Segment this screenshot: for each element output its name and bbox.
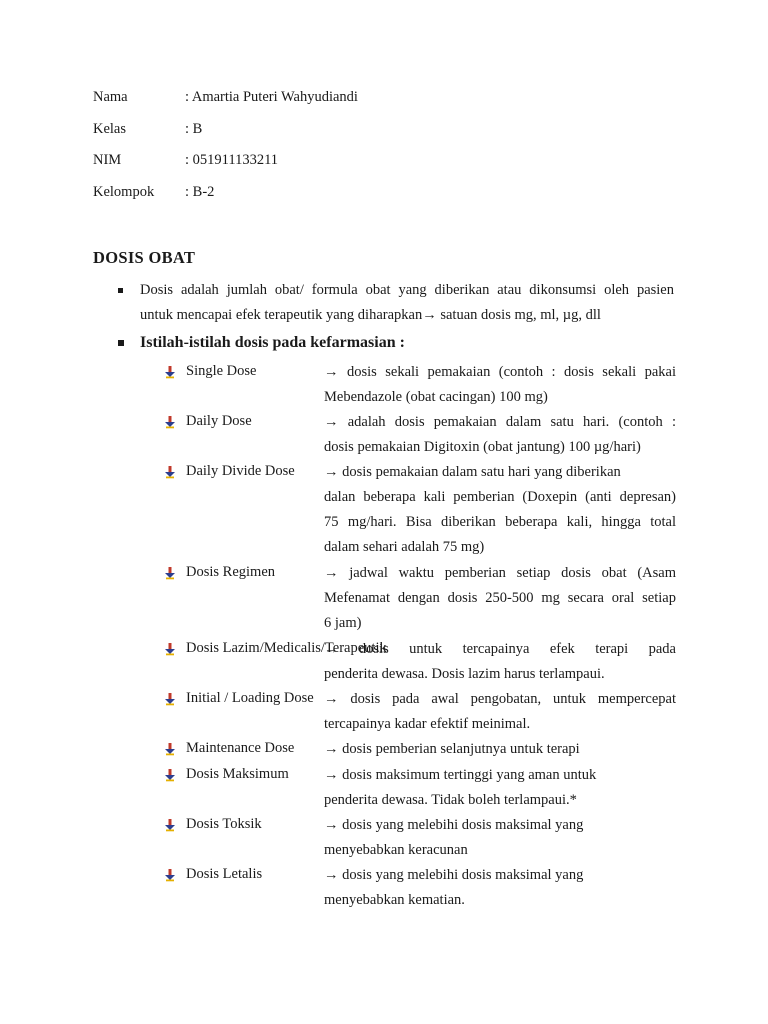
term-definition [324, 866, 676, 916]
info-label: NIM [93, 152, 122, 168]
arrow-bullet-icon [163, 465, 177, 479]
info-label: Kelas [93, 121, 127, 137]
definition-line: → dosis sekali pemakaian (contoh : dosis sekali pakai [324, 364, 676, 380]
info-label: Kelompok [93, 184, 155, 200]
term-definition [324, 740, 676, 765]
arrow-bullet-icon [163, 415, 177, 429]
arrow-bullet-icon [163, 365, 177, 379]
definition-line: penderita dewasa. Tidak boleh terlampaui.* [324, 792, 577, 808]
definition-line: → dosis yang melebihi dosis maksimal yang [324, 867, 584, 883]
square-bullet-icon [118, 288, 123, 293]
arrow-bullet-icon [163, 742, 177, 756]
definition-line: → dosis pemberian selanjutnya untuk terapi [324, 741, 580, 757]
definition-line: 6 jam) [324, 615, 362, 631]
term-definition [324, 564, 676, 639]
arrow-bullet-icon [163, 692, 177, 706]
arrow-bullet-icon [163, 566, 177, 580]
definition-line: → dosis pemakaian dalam satu hari yang diberikan [324, 464, 621, 480]
term-name: Single Dose [186, 363, 257, 379]
term-definition [324, 766, 676, 816]
info-value: : B [185, 121, 203, 137]
subheading-text: Istilah-istilah dosis pada kefarmasian : [140, 334, 405, 351]
term-name: Dosis Lazim/Medicalis/Terapeutik [186, 640, 387, 656]
term-definition [324, 690, 676, 740]
arrow-bullet-icon [163, 768, 177, 782]
arrow-bullet-icon [163, 642, 177, 656]
term-name: Dosis Letalis [186, 866, 263, 882]
term-definition [324, 816, 676, 866]
intro-line: Dosis adalah jumlah obat/ formula obat yang diberikan atau dikonsumsi oleh pasien [140, 282, 674, 298]
definition-line: Mebendazole (obat cacingan) 100 mg) [324, 389, 548, 405]
term-definition [324, 413, 676, 463]
arrow-bullet-icon [163, 818, 177, 832]
definition-line: tercapainya kadar efektif meinimal. [324, 716, 531, 732]
term-name: Daily Divide Dose [186, 463, 295, 479]
info-label: Nama [93, 89, 128, 105]
term-definition [324, 363, 676, 413]
info-value: : Amartia Puteri Wahyudiandi [185, 89, 358, 105]
definition-line: → dosis untuk tercapainya efek terapi pada [324, 641, 676, 657]
section-title: DOSIS OBAT [93, 248, 196, 267]
term-definition [324, 463, 676, 563]
arrow-bullet-icon [163, 868, 177, 882]
term-name: Daily Dose [186, 413, 252, 429]
square-bullet-icon [118, 340, 124, 346]
definition-line: penderita dewasa. Dosis lazim harus terlampaui. [324, 666, 605, 682]
term-name: Dosis Maksimum [186, 766, 289, 782]
definition-line: → adalah dosis pemakaian dalam satu hari. (contoh : [324, 414, 676, 430]
definition-line: → dosis yang melebihi dosis maksimal yang [324, 817, 584, 833]
info-value: : B-2 [185, 184, 215, 200]
intro-line: untuk mencapai efek terapeutik yang diharapkan→ satuan dosis mg, ml, µg, dll [140, 307, 601, 323]
definition-line: → dosis pada awal pengobatan, untuk mempercepat [324, 691, 676, 707]
definition-line: dalan beberapa kali pemberian (Doxepin (anti depresan) [324, 489, 676, 505]
term-definition [324, 640, 676, 690]
definition-line: dalam sehari adalah 75 mg) [324, 539, 485, 555]
definition-line: menyebabkan keracunan [324, 842, 468, 858]
term-name: Dosis Toksik [186, 816, 262, 832]
definition-line: dosis pemakaian Digitoxin (obat jantung) 100 µg/hari) [324, 439, 641, 455]
definition-line: → dosis maksimum tertinggi yang aman untuk [324, 767, 597, 783]
term-name: Initial / Loading Dose [186, 690, 314, 706]
definition-line: Mefenamat dengan dosis 250-500 mg secara oral setiap [324, 590, 676, 606]
definition-line: → jadwal waktu pemberian setiap dosis obat (Asam [324, 565, 676, 581]
term-name: Maintenance Dose [186, 740, 295, 756]
definition-line: 75 mg/hari. Bisa diberikan beberapa kali, hingga total [324, 514, 676, 530]
term-name: Dosis Regimen [186, 564, 276, 580]
definition-line: menyebabkan kematian. [324, 892, 465, 908]
info-value: : 051911133211 [185, 152, 279, 168]
